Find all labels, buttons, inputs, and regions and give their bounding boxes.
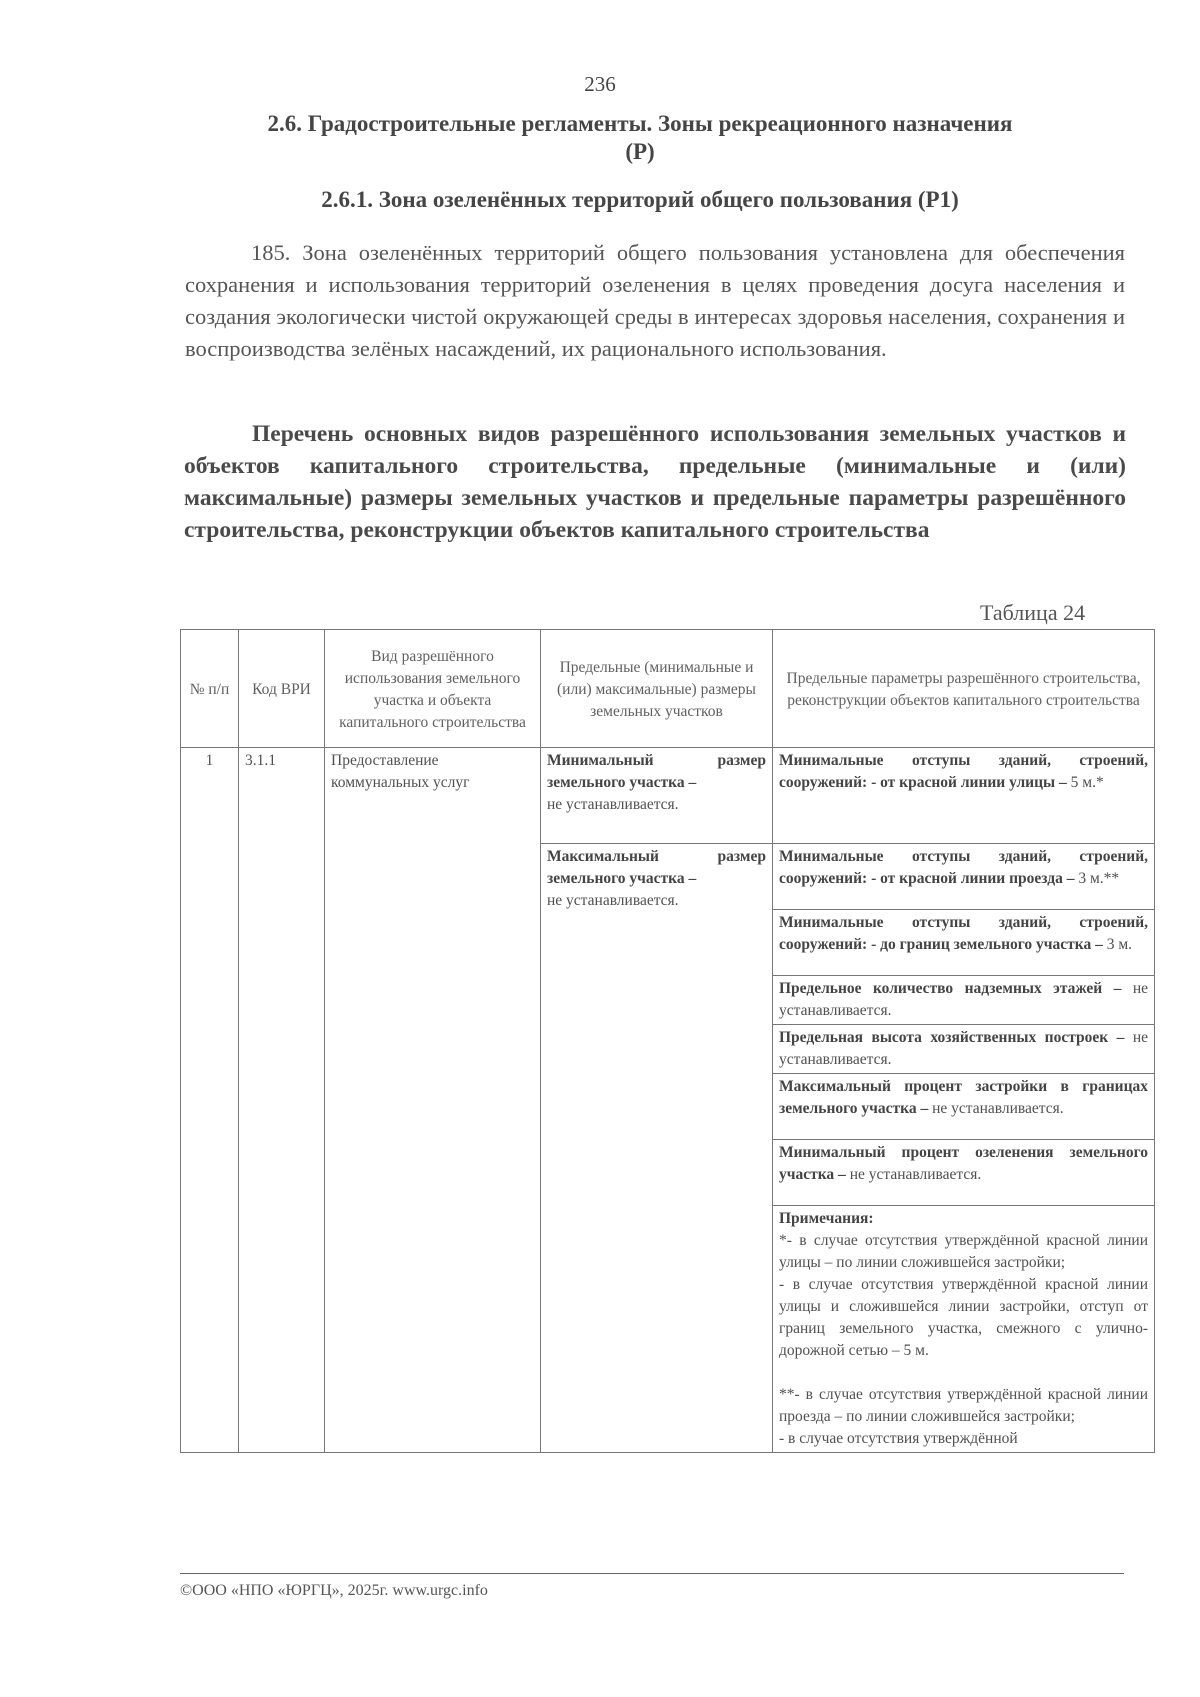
param-value: не устанавливается. [928, 1100, 1064, 1117]
param-label: Максимальный процент застройки в границах земельного участка – [779, 1078, 1148, 1117]
param-cell [773, 976, 1155, 1025]
section-title-line1: 2.6. Градостроительные регламенты. Зоны рекреационного назначения [267, 111, 1013, 136]
header-code: Код ВРИ [239, 630, 325, 748]
max-size-cell [541, 844, 773, 1453]
min-size-cell [541, 748, 773, 844]
intro-paragraph [185, 237, 1125, 365]
note-text: - в случае отсутствия утверждённой [779, 1430, 1018, 1447]
list-heading [184, 418, 1126, 546]
section-title [180, 110, 1100, 166]
note-text: **- в случае отсутствия утверждённой красной линии проезда – по линии сложившейся застройки; [779, 1386, 1148, 1425]
param-label: Минимальные отступы зданий, строений, сооружений: - от красной линии проезда – [779, 848, 1148, 887]
param-label: Минимальный процент озеленения земельного участка – [779, 1144, 1148, 1183]
note-text: *- в случае отсутствия утверждённой красной линии улицы – по линии сложившейся застройки; [779, 1232, 1148, 1271]
page-number: 236 [584, 72, 616, 96]
intro-paragraph-text: 185. Зона озеленённых территорий общего пользования установлена для обеспечения сохранения и использования территорий озеленения в целях проведения досуга населения и создания экологически чистой окружающей среды в интересах здоровья населения, сохранения и воспроизводства зелёных насаждений, их рационального использования. [185, 240, 1125, 361]
footer: ©ООО «НПО «ЮРГЦ», 2025г. www.urgc.info [180, 1582, 488, 1599]
param-value: не устанавливается. [845, 1166, 982, 1183]
max-size-label: Максимальный размер земельного участка – [547, 848, 766, 887]
notes-cell [773, 1206, 1155, 1453]
param-cell [773, 748, 1155, 844]
table-caption: Таблица 24 [980, 600, 1086, 625]
min-size-value: не устанавливается. [547, 796, 679, 813]
param-label: Предельное количество надземных этажей – [779, 980, 1122, 997]
row-num: 1 [181, 748, 239, 1453]
param-cell [773, 1140, 1155, 1206]
param-label: Минимальные отступы зданий, строений, сооружений: - от красной линии улицы – [779, 752, 1148, 791]
param-cell [773, 844, 1155, 910]
section-title-line2: (Р) [625, 139, 655, 164]
notes-title: Примечания: [779, 1210, 874, 1227]
min-size-label: Минимальный размер земельного участка – [547, 752, 766, 791]
param-cell [773, 910, 1155, 976]
header-params: Предельные параметры разрешённого строительства, реконструкции объектов капитального строительства [773, 630, 1155, 748]
list-heading-text: Перечень основных видов разрешённого использования земельных участков и объектов капитального строительства, предельные (минимальные и (или) максимальные) размеры земельных участков и предельные параметры разрешённого строительства, реконструкции объектов капитального строительства [184, 421, 1126, 543]
regulations-table [180, 629, 1155, 1453]
param-value: 5 м.* [1066, 774, 1104, 791]
row-code: 3.1.1 [239, 748, 325, 1453]
param-value: 3 м. [1102, 936, 1133, 953]
param-cell [773, 1074, 1155, 1140]
param-value: не устанавливается. [779, 1029, 1148, 1068]
param-label: Предельная высота хозяйственных построек – [779, 1029, 1125, 1046]
param-cell [773, 1025, 1155, 1074]
subsection-title: 2.6.1. Зона озеленённых территорий общего пользования (Р1) [321, 187, 959, 212]
header-num: № п/п [181, 630, 239, 748]
footer-divider [180, 1573, 1124, 1574]
header-sizes: Предельные (минимальные и (или) максимальные) размеры земельных участков [541, 630, 773, 748]
row-use: Предоставление коммунальных услуг [325, 748, 541, 1453]
param-label: Минимальные отступы зданий, строений, сооружений: - до границ земельного участка – [779, 914, 1148, 953]
param-value: не устанавливается. [779, 980, 1148, 1019]
note-text: - в случае отсутствия утверждённой красной линии улицы и сложившейся линии застройки, отступ от границ земельного участка, смежного с улично-дорожной сетью – 5 м. [779, 1276, 1148, 1359]
param-value: 3 м.** [1074, 870, 1120, 887]
max-size-value: не устанавливается. [547, 892, 679, 909]
header-use: Вид разрешённого использования земельного участка и объекта капитального строительства [325, 630, 541, 748]
table-header-row [181, 630, 1155, 748]
table-row [181, 748, 1155, 844]
